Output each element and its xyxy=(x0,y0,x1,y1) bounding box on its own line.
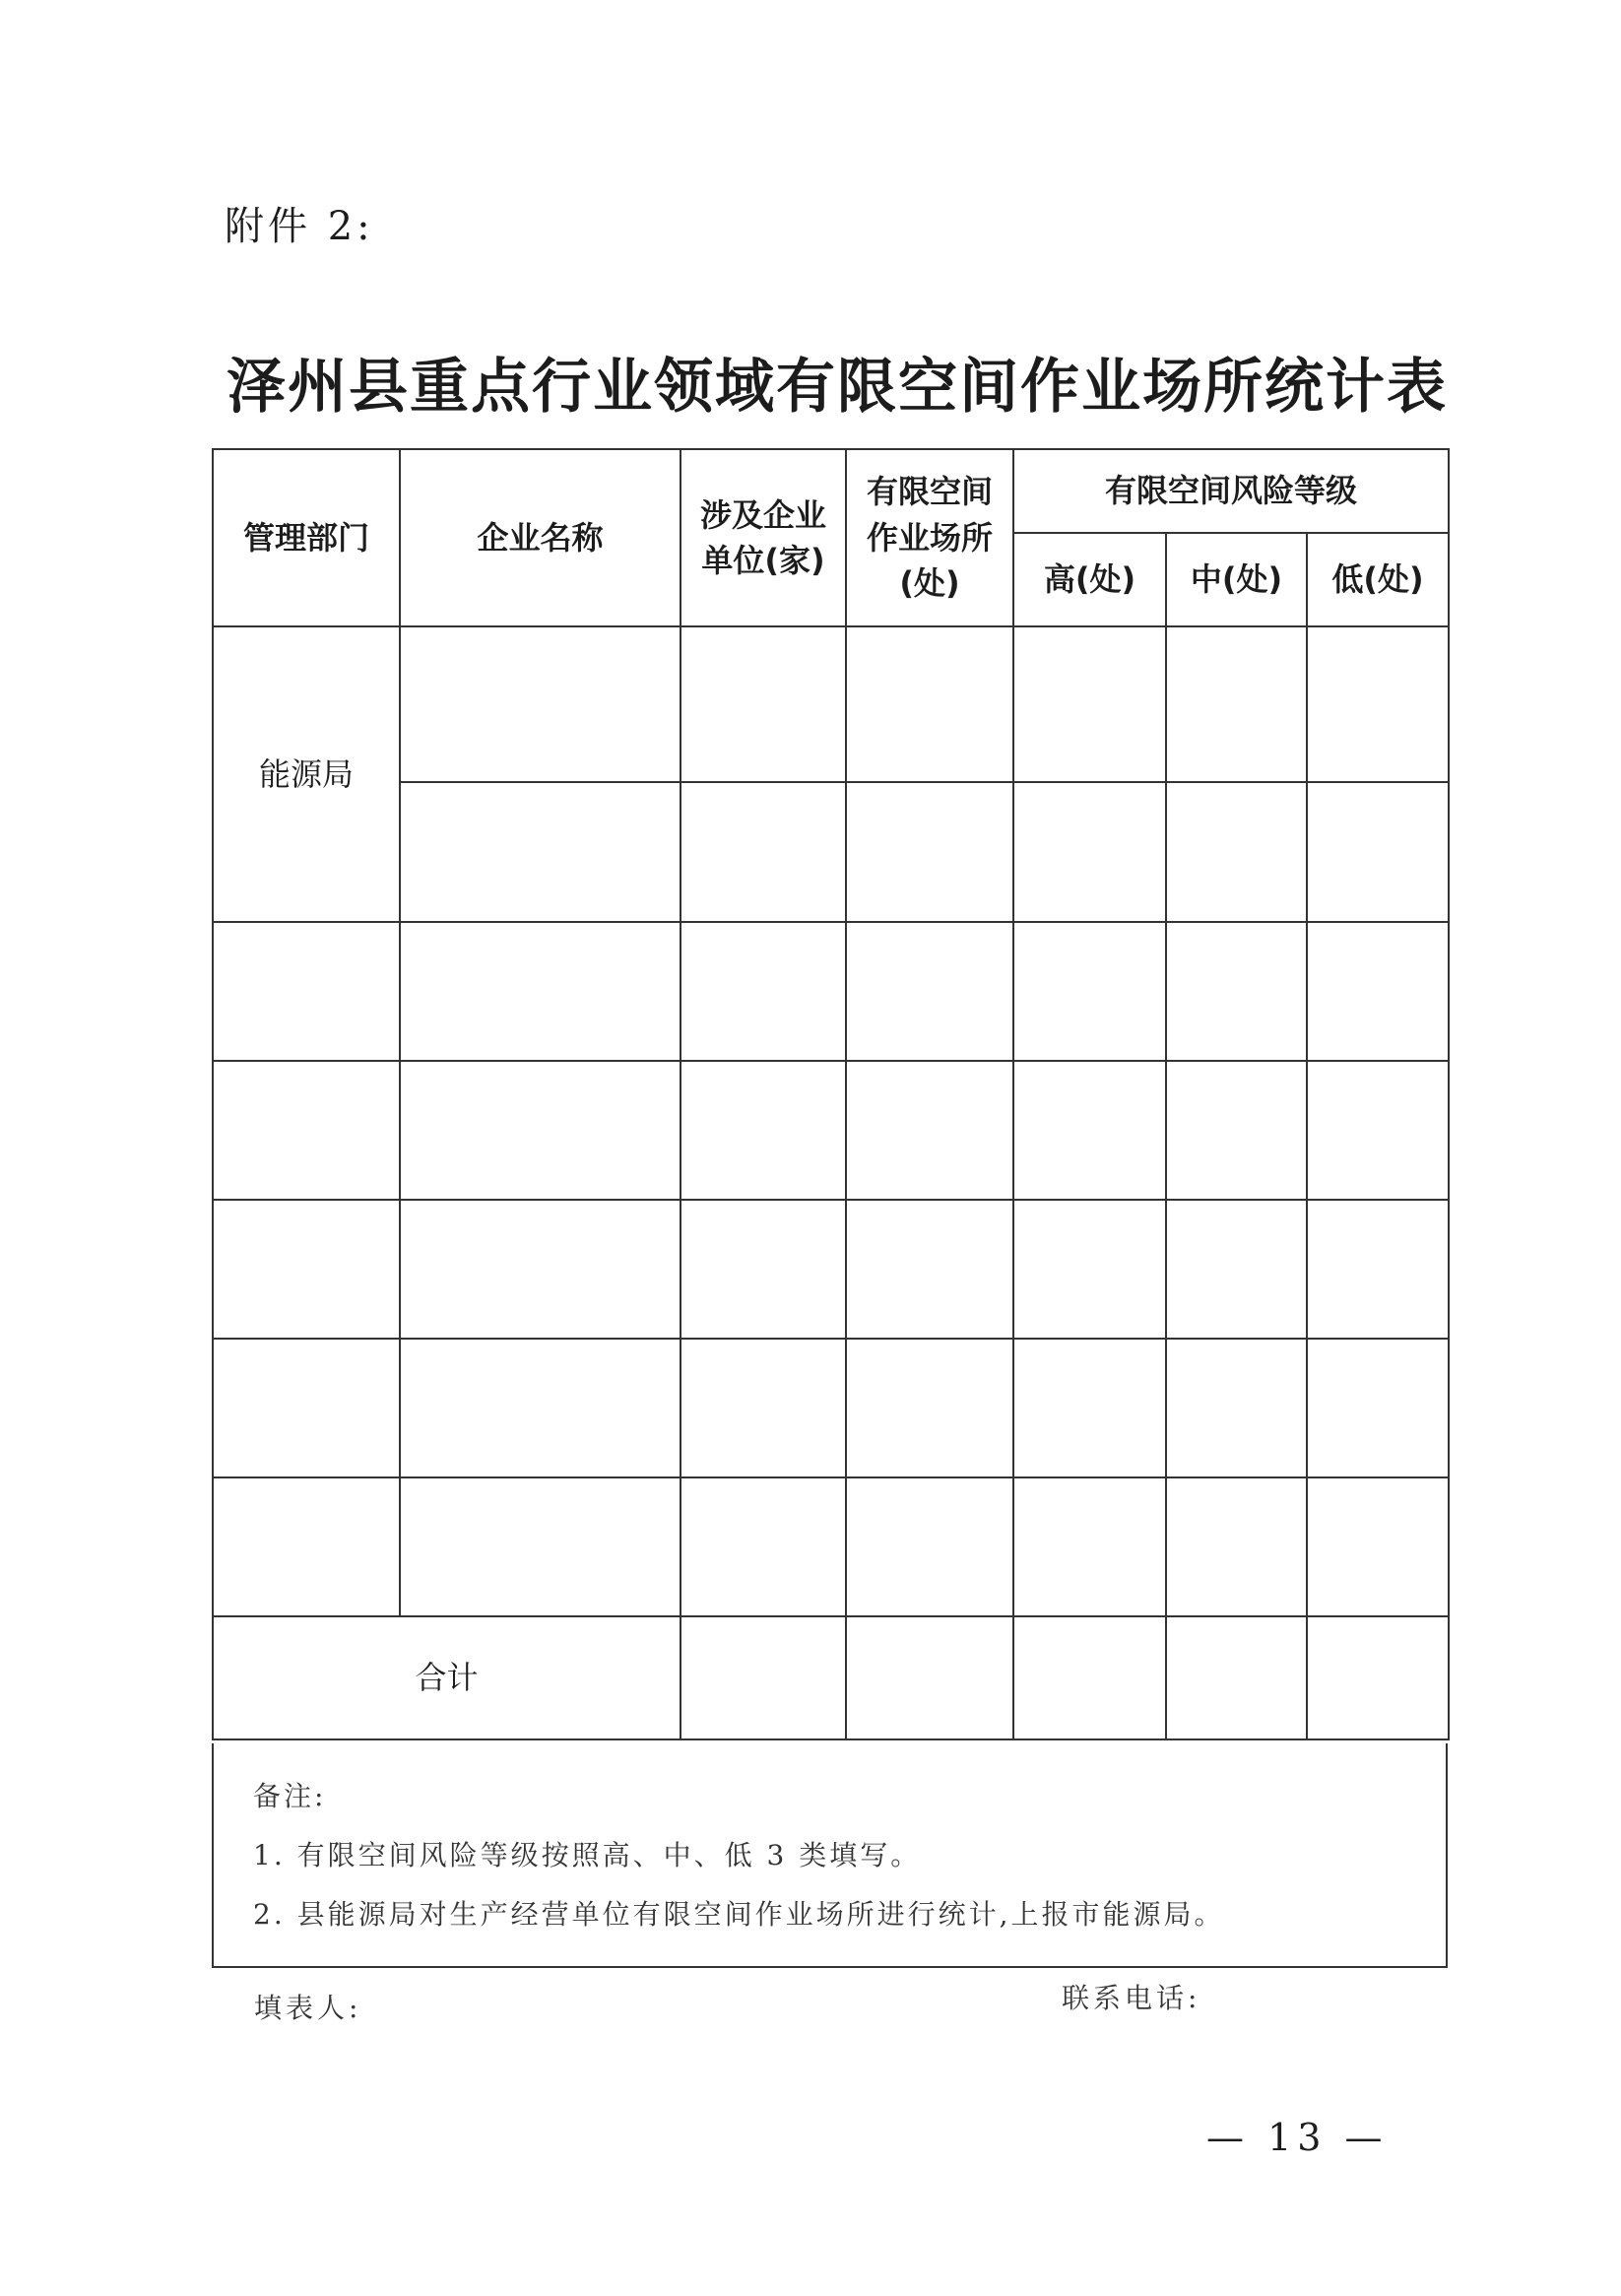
header-sites-line2: 作业场所 xyxy=(866,518,993,557)
table-cell[interactable] xyxy=(1166,1477,1307,1616)
table-cell[interactable] xyxy=(681,1061,846,1200)
table-cell[interactable] xyxy=(213,1339,400,1477)
table-cell[interactable] xyxy=(400,1061,681,1200)
table-cell[interactable] xyxy=(400,1477,681,1616)
total-cell[interactable] xyxy=(1307,1616,1449,1739)
table-cell[interactable] xyxy=(1013,1200,1166,1339)
table-cell[interactable] xyxy=(681,626,846,782)
table-cell[interactable] xyxy=(681,782,846,922)
table-cell[interactable] xyxy=(1166,626,1307,782)
table-cell[interactable] xyxy=(846,1061,1013,1200)
table-cell[interactable] xyxy=(1013,626,1166,782)
table-cell[interactable] xyxy=(400,1339,681,1477)
table-cell[interactable] xyxy=(400,922,681,1061)
table-cell[interactable] xyxy=(1013,1477,1166,1616)
table-cell[interactable] xyxy=(1307,626,1449,782)
header-mid: 中(处) xyxy=(1166,533,1307,626)
header-units-line2: 单位(家) xyxy=(701,542,825,579)
table-cell[interactable] xyxy=(1166,1061,1307,1200)
table-cell[interactable] xyxy=(1307,1061,1449,1200)
table-cell[interactable] xyxy=(1307,782,1449,922)
table-cell[interactable] xyxy=(681,1200,846,1339)
table-cell[interactable] xyxy=(1307,1339,1449,1477)
header-sites-line1: 有限空间 xyxy=(866,473,993,511)
notes-box xyxy=(212,1743,1448,1968)
header-low: 低(处) xyxy=(1307,533,1449,626)
table-cell[interactable] xyxy=(846,922,1013,1061)
attachment-label: 附件 2: xyxy=(225,204,374,249)
table-row xyxy=(213,626,1449,782)
table-cell[interactable] xyxy=(846,626,1013,782)
table-cell[interactable] xyxy=(846,782,1013,922)
dept-cell-energy: 能源局 xyxy=(213,626,400,922)
table-cell[interactable] xyxy=(213,922,400,1061)
header-company: 企业名称 xyxy=(400,449,681,626)
table-cell[interactable] xyxy=(846,1339,1013,1477)
table-cell[interactable] xyxy=(1013,1061,1166,1200)
table-cell[interactable] xyxy=(213,1061,400,1200)
table-row xyxy=(213,1477,1449,1616)
table-cell[interactable] xyxy=(1166,1339,1307,1477)
total-cell[interactable] xyxy=(1166,1616,1307,1739)
notes-item-2: 2. 县能源局对生产经营单位有限空间作业场所进行统计,上报市能源局。 xyxy=(253,1898,1225,1931)
total-cell[interactable] xyxy=(1013,1616,1166,1739)
header-sites-line3: (处) xyxy=(899,564,960,603)
document-title: 泽州县重点行业领域有限空间作业场所统计表 xyxy=(227,353,1448,422)
table-cell[interactable] xyxy=(1013,782,1166,922)
table-cell[interactable] xyxy=(400,626,681,782)
total-cell[interactable] xyxy=(846,1616,1013,1739)
total-row xyxy=(213,1616,1449,1739)
table-row xyxy=(213,1061,1449,1200)
table-cell[interactable] xyxy=(846,1200,1013,1339)
notes-label: 备注: xyxy=(253,1780,327,1812)
table-cell[interactable] xyxy=(1166,1200,1307,1339)
header-units xyxy=(681,449,846,626)
table-cell[interactable] xyxy=(846,1477,1013,1616)
table-cell[interactable] xyxy=(1166,922,1307,1061)
header-high: 高(处) xyxy=(1013,533,1166,626)
table-cell[interactable] xyxy=(1013,922,1166,1061)
notes-item-1: 1. 有限空间风险等级按照高、中、低 3 类填写。 xyxy=(253,1839,922,1871)
total-label: 合计 xyxy=(213,1616,681,1739)
table-row xyxy=(213,1200,1449,1339)
table-cell[interactable] xyxy=(213,1200,400,1339)
table-cell[interactable] xyxy=(1013,1339,1166,1477)
header-sites xyxy=(846,449,1013,626)
table-cell[interactable] xyxy=(1307,1477,1449,1616)
statistics-table xyxy=(212,448,1450,1740)
filler-label: 填表人: xyxy=(254,1992,362,2024)
table-cell[interactable] xyxy=(1307,1200,1449,1339)
table-cell[interactable] xyxy=(1307,922,1449,1061)
table-cell[interactable] xyxy=(400,1200,681,1339)
table-cell[interactable] xyxy=(213,1477,400,1616)
table-row xyxy=(213,1339,1449,1477)
table-cell[interactable] xyxy=(1166,782,1307,922)
page-number: — 13 — xyxy=(1206,2116,1389,2159)
table-row xyxy=(213,922,1449,1061)
header-units-line1: 涉及企业 xyxy=(699,495,826,534)
header-dept: 管理部门 xyxy=(213,449,400,626)
table-cell[interactable] xyxy=(400,782,681,922)
table-cell[interactable] xyxy=(681,922,846,1061)
phone-label: 联系电话: xyxy=(1062,1982,1201,2014)
table-cell[interactable] xyxy=(681,1477,846,1616)
table-cell[interactable] xyxy=(681,1339,846,1477)
total-cell[interactable] xyxy=(681,1616,846,1739)
header-risk-group: 有限空间风险等级 xyxy=(1013,449,1449,533)
